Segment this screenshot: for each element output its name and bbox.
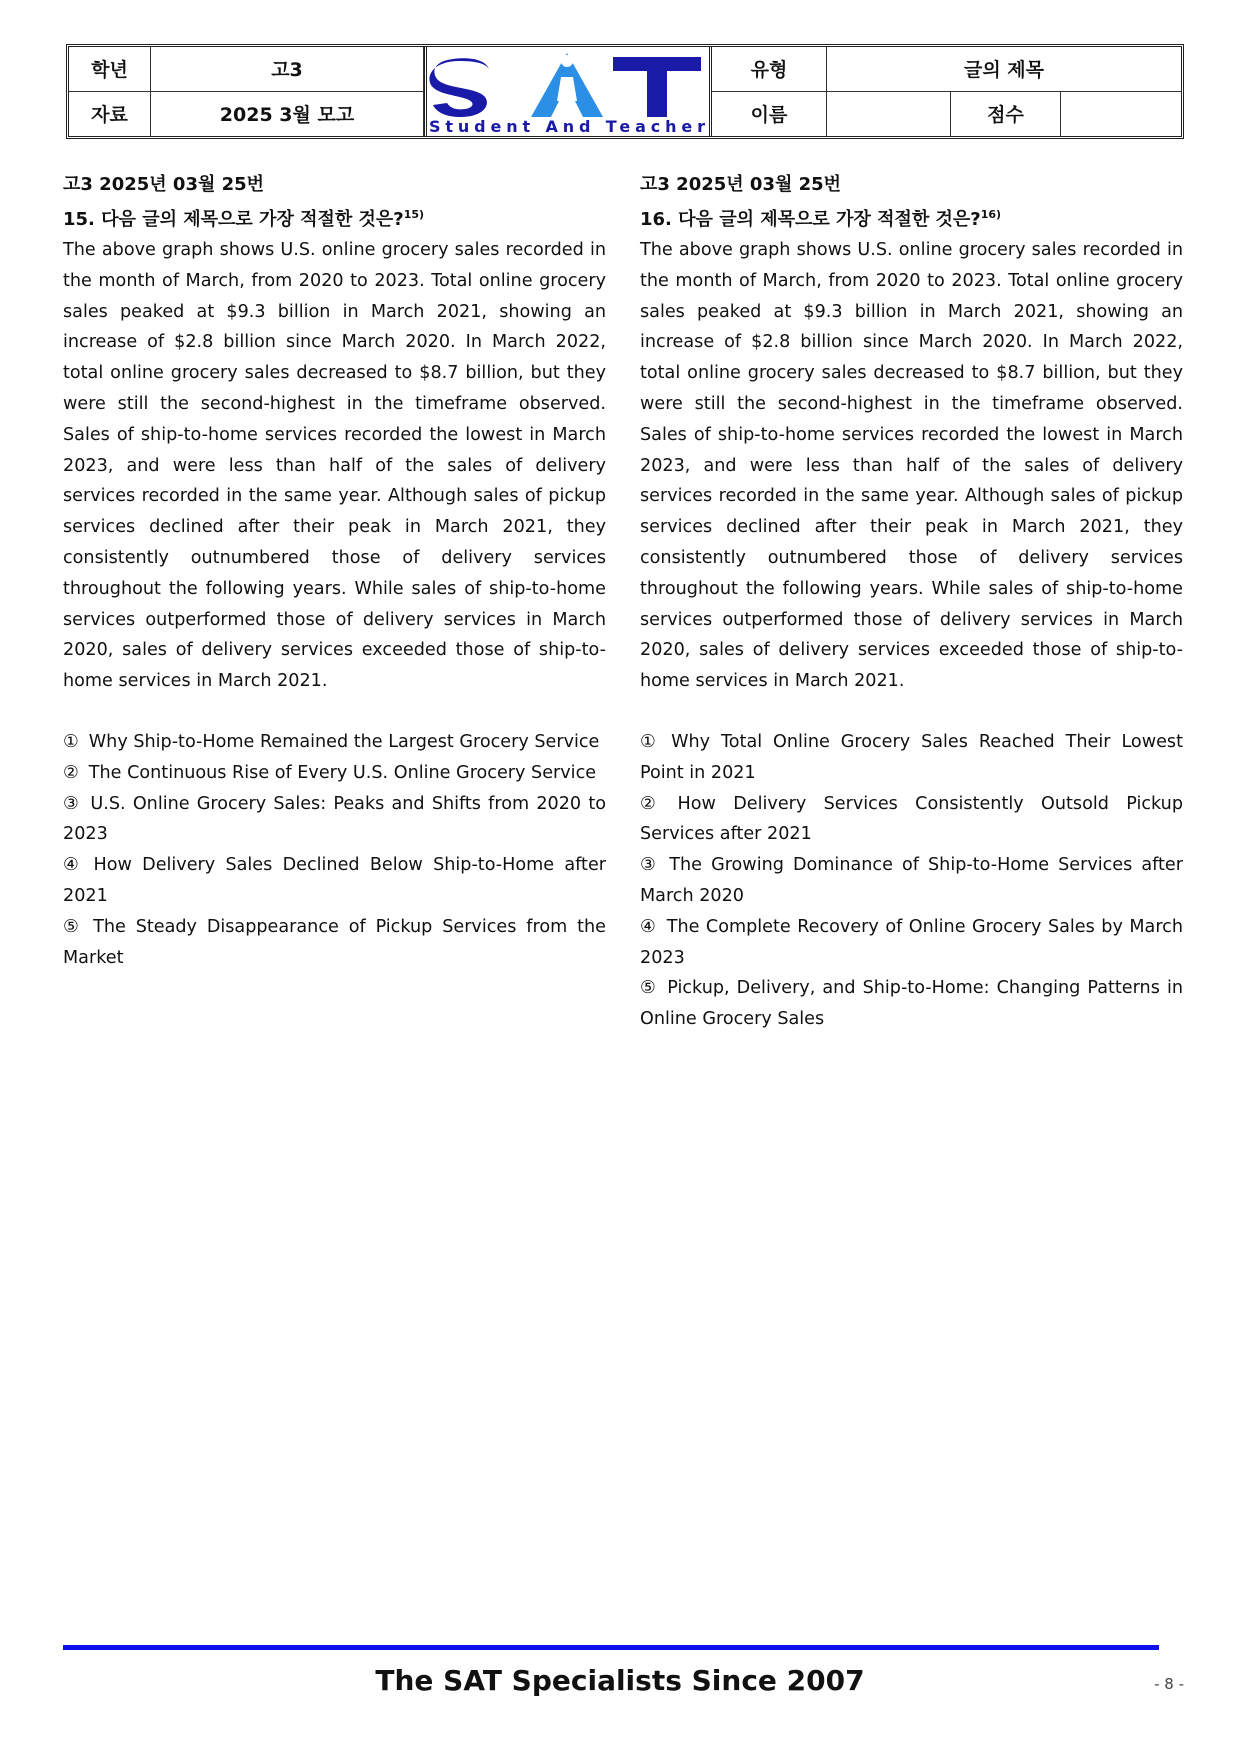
- question-title-text: 15. 다음 글의 제목으로 가장 적절한 것은?: [63, 209, 404, 230]
- type-label: 유형: [712, 47, 827, 92]
- choice-item[interactable]: ⑤ Pickup, Delivery, and Ship-to-Home: Changing Patterns in Online Grocery Sales: [640, 978, 1183, 1030]
- grade-label: 학년: [69, 47, 151, 92]
- score-field[interactable]: [1061, 92, 1181, 137]
- choice-item[interactable]: ④ How Delivery Sales Declined Below Ship-to-Home after 2021: [63, 855, 606, 906]
- question-title: [63, 200, 606, 235]
- footnote-ref: 15): [403, 208, 425, 221]
- passage-text: The above graph shows U.S. online grocery sales recorded in the month of March, from 2020 to 2023. Total online grocery sales peaked at $9.3 billion in March 2021, showing an increase of $2.8 billion since March 2020. In March 2022, total online grocery sales decreased to $8.7 billion, but they were still the second-highest in the timeframe observed. Sales of ship-to-home services recorded the lowest in March 2023, and were less than half of the sales of delivery services recorded in the same year. Although sales of pickup services declined after their peak in March 2021, they consistently outnumbered those of delivery services throughout the following years. While sales of ship-to-home services outperformed those of delivery services in March 2020, sales of delivery services exceeded those of ship-to-home services in March 2021.: [640, 240, 1183, 692]
- question-meta: 고3 2025년 03월 25번: [63, 174, 265, 195]
- grade-value: 고3: [151, 47, 424, 92]
- footer-divider: [63, 1645, 1159, 1650]
- question-title: [640, 200, 1183, 235]
- choice-list: [640, 727, 1183, 1035]
- page-number: - 8 -: [1154, 1675, 1184, 1693]
- logo-subtitle: Student And Teacher: [429, 117, 705, 136]
- choice-item[interactable]: ① Why Ship-to-Home Remained the Largest Grocery Service: [63, 731, 600, 752]
- sat-logo-graphic: [427, 47, 709, 136]
- source-value: 2025 3월 모고: [151, 92, 424, 137]
- source-label: 자료: [69, 92, 151, 137]
- type-value: 글의 제목: [827, 47, 1181, 92]
- header-table: [66, 44, 1184, 139]
- question-15: [63, 170, 606, 973]
- passage-text: The above graph shows U.S. online grocery sales recorded in the month of March, from 2020 to 2023. Total online grocery sales peaked at $9.3 billion in March 2021, showing an increase of $2.8 billion since March 2020. In March 2022, total online grocery sales decreased to $8.7 billion, but they were still the second-highest in the timeframe observed. Sales of ship-to-home services recorded the lowest in March 2023, and were less than half of the sales of delivery services recorded in the same year. Although sales of pickup services declined after their peak in March 2021, they consistently outnumbered those of delivery services throughout the following years. While sales of ship-to-home services outperformed those of delivery services in March 2020, sales of delivery services exceeded those of ship-to-home services in March 2021.: [63, 240, 606, 692]
- sat-logo: [424, 47, 712, 136]
- score-label: 점수: [951, 92, 1061, 137]
- choice-item[interactable]: ① Why Total Online Grocery Sales Reached Their Lowest Point in 2021: [640, 731, 1183, 783]
- question-title-text: 16. 다음 글의 제목으로 가장 적절한 것은?: [640, 209, 981, 230]
- choice-item[interactable]: ⑤ The Steady Disappearance of Pickup Services from the Market: [63, 916, 606, 968]
- choice-list: [63, 727, 606, 973]
- choice-item[interactable]: ② How Delivery Services Consistently Outsold Pickup Services after 2021: [640, 793, 1183, 845]
- question-16: [640, 170, 1183, 1035]
- choice-item[interactable]: ③ U.S. Online Grocery Sales: Peaks and Shifts from 2020 to 2023: [63, 793, 606, 845]
- footer-slogan: The SAT Specialists Since 2007: [375, 1664, 865, 1697]
- name-field[interactable]: [827, 92, 951, 137]
- choice-item[interactable]: ② The Continuous Rise of Every U.S. Online Grocery Service: [63, 762, 597, 783]
- choice-item[interactable]: ③ The Growing Dominance of Ship-to-Home Services after March 2020: [640, 855, 1183, 906]
- footnote-ref: 16): [980, 208, 1002, 221]
- choice-item[interactable]: ④ The Complete Recovery of Online Grocery Sales by March 2023: [640, 916, 1184, 968]
- name-label: 이름: [712, 92, 827, 137]
- question-meta: 고3 2025년 03월 25번: [640, 174, 842, 195]
